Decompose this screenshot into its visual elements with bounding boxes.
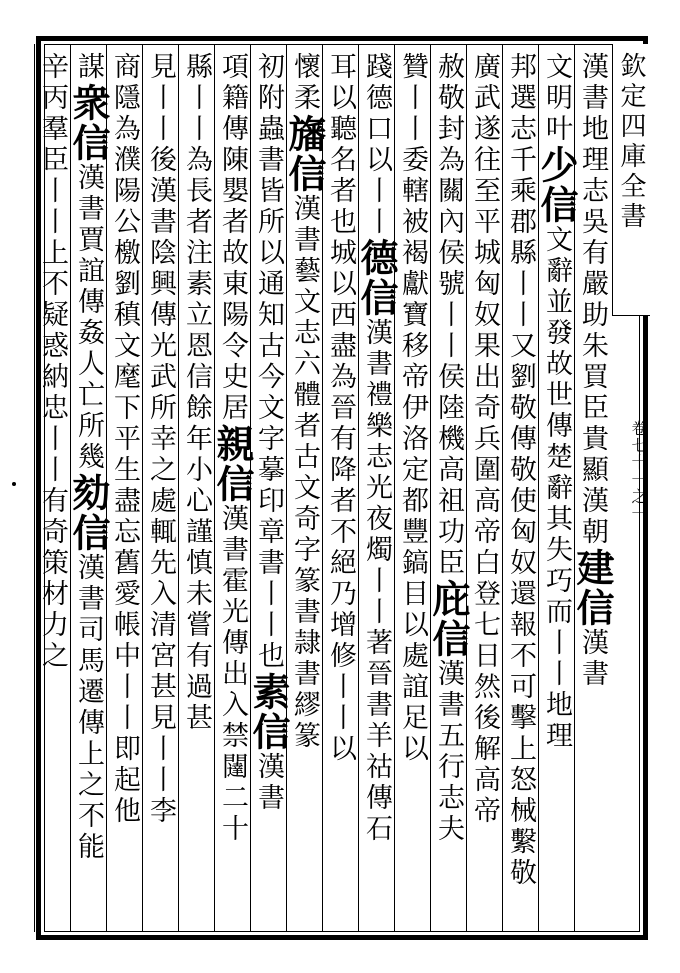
column-text: 蟲書皆所以通知古今文字摹印章書丨丨也: [253, 114, 284, 672]
column-rule: [466, 44, 467, 932]
entry-headword: 少信: [534, 145, 579, 225]
entry-headword: 衆信: [66, 83, 111, 163]
column-text: 懷柔: [289, 52, 320, 114]
column-text: 贊丨丨委轄被褐獻寶移帝伊洛定都豐鎬: [397, 52, 428, 579]
column-text: 漢書藝文志六體者古文奇字篆書隷書繆篆: [289, 194, 320, 752]
entry-headword: 劾信: [66, 473, 111, 553]
text-column: [246, 52, 291, 922]
column-text: 目以處誼足以: [397, 579, 428, 765]
column-text: 城以西盡為晉有降者不絕乃增修丨丨以: [325, 238, 356, 765]
text-column: [570, 52, 615, 922]
column-text: 漢書: [577, 628, 608, 690]
column-text: 漢書賈誼傳姦人亡所幾: [73, 163, 104, 473]
column-text: 餘年小心謹慎未嘗有過甚: [181, 393, 212, 734]
text-column: [502, 52, 538, 922]
text-column: [142, 52, 178, 922]
gutter-mark: [12, 482, 16, 486]
column-text: 漢書司馬遷傳上之不能: [73, 553, 104, 863]
column-rule: [358, 44, 359, 932]
column-text: 見丨丨後漢書陰興傳光武所幸之處輒先入清宮甚見丨丨李: [145, 52, 176, 827]
column-text: 耳以聽名者也: [325, 52, 356, 238]
text-column: [534, 52, 579, 922]
column-rule: [502, 44, 503, 932]
column-text: 項籍傳陳嬰者故東陽令史居: [217, 52, 248, 424]
text-column: [322, 52, 358, 922]
column-text: 文明叶: [541, 52, 572, 145]
text-column: [66, 52, 111, 922]
column-rule: [538, 44, 539, 932]
column-text: 辛丙羣臣丨丨上不疑惑: [37, 52, 68, 362]
column-rule: [178, 44, 179, 932]
column-text: 漢書: [253, 752, 284, 814]
column-text: 縣丨丨為長者注素立恩信: [181, 52, 212, 393]
text-column: [210, 52, 255, 922]
text-column: [178, 52, 214, 922]
column-rule: [214, 44, 215, 932]
column-text: 謀: [73, 52, 104, 83]
entry-headword: 德信: [354, 238, 399, 318]
text-column: [466, 52, 502, 922]
entry-headword: 建信: [570, 548, 615, 628]
column-text: 踐德口以丨丨: [361, 52, 392, 238]
column-text: 赦敬封為關內侯號丨丨侯陸機高祖功臣: [433, 52, 464, 579]
column-rule: [34, 44, 35, 932]
column-text: 漢書禮樂志光夜燭丨丨著晉書羊祜傳石: [361, 318, 392, 845]
entry-headword: 素信: [246, 672, 291, 752]
entry-headword: 親信: [210, 424, 255, 504]
column-text: 漢書霍光傳出入禁闥二十: [217, 504, 248, 845]
text-column: [282, 52, 327, 922]
column-rule: [70, 44, 71, 932]
column-text: 納忠丨丨有奇策材力之: [37, 362, 68, 672]
column-text: 漢書五行志夫: [433, 659, 464, 845]
text-column: [394, 52, 430, 922]
column-text: 地理: [541, 690, 572, 752]
column-text: 邦選: [505, 52, 536, 114]
column-text: 文辭並發故世傳楚辭其失巧而丨丨: [541, 225, 572, 690]
volume-label: 卷七十一之一: [629, 420, 648, 522]
column-rule: [142, 44, 143, 932]
text-column: [426, 52, 471, 922]
book-title: 欽定四庫全書: [616, 52, 646, 232]
column-text: 漢書地理志吳有嚴助朱買臣貴顯漢朝: [577, 52, 608, 548]
column-rule: [394, 44, 395, 932]
column-text: 廣武遂往至平城匈奴果出奇兵圍高帝白登七日然後解高帝: [469, 52, 500, 827]
column-text: 初附: [253, 52, 284, 114]
entry-headword: 庇信: [426, 579, 471, 659]
column-text: 商隱為濮陽公檄劉稹文麾下平生盡忘舊愛帳中丨丨即起他: [109, 52, 140, 827]
entry-headword: 旛信: [282, 114, 327, 194]
text-column: [354, 52, 399, 922]
text-column: [34, 52, 70, 922]
text-column: [106, 52, 142, 922]
column-rule: [430, 44, 431, 932]
column-text: 志千乘郡縣丨丨又劉敬傳敬使匈奴還報不可擊上怒械繫敬: [505, 114, 536, 889]
column-rule: [286, 44, 287, 932]
